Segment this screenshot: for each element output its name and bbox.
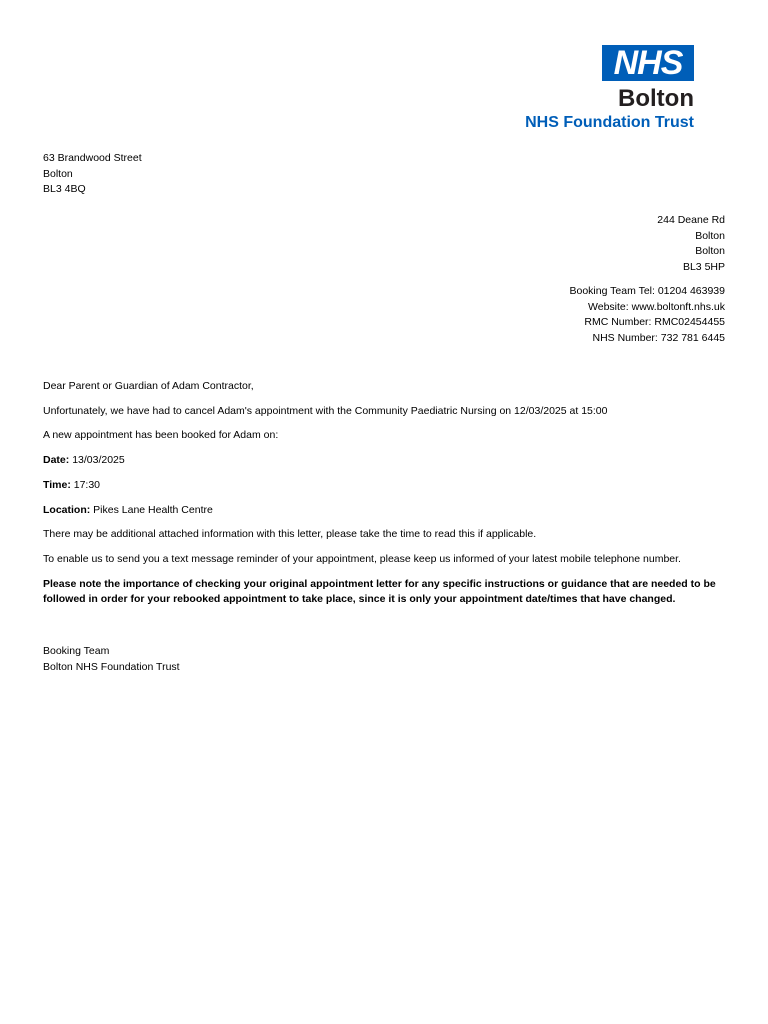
date-value: 13/03/2025 [72,454,125,467]
important-notice: Please note the importance of checking your original appointment letter for any specific instructions or guidance that are needed to be followed in order for your rebooked appointment to take place, since it is only your appointment date/times that have changed. [43,577,716,605]
appointment-date [43,453,723,468]
signoff [43,644,180,675]
website: Website: www.boltonft.nhs.uk [588,300,725,313]
trust-name: NHS Foundation Trust [525,114,694,131]
sms-note: To enable us to send you a text message reminder of your appointment, please keep us informed of your latest mobile telephone number. [43,552,681,565]
sender-address [657,213,725,275]
new-booking-text: A new appointment has been booked for Adam on: [43,429,279,442]
appointment-time [43,478,723,493]
time-value: 17:30 [73,478,101,491]
signoff-trust: Bolton NHS Foundation Trust [43,660,180,673]
address-line: 244 Deane Rd [657,214,725,226]
address-line: BL3 4BQ [43,183,86,195]
address-line: Bolton [695,229,725,242]
signoff-team: Booking Team [43,645,110,657]
appointment-location [43,503,723,518]
address-line: Bolton [43,167,73,180]
address-line: BL3 5HP [682,260,725,273]
nhs-logo-box [602,45,694,81]
location-value: Pikes Lane Health Centre [93,503,213,516]
recipient-address [43,151,142,198]
attachments-note: There may be additional attached information with this letter, please take the time to read this if applicable. [43,528,537,541]
greeting: Dear Parent or Guardian of Adam Contractor, [43,380,254,392]
location-label: Location: [43,503,91,516]
contact-details [570,284,726,346]
address-line: Bolton [695,245,725,257]
nhs-number: NHS Number: 732 781 6445 [592,331,725,344]
booking-tel: Booking Team Tel: 01204 463939 [569,285,725,297]
time-label: Time: [43,478,71,491]
nhs-logo-text: NHS [613,44,683,82]
address-line: 63 Brandwood Street [43,152,142,164]
organisation-name: Bolton [618,85,694,112]
rmc-number: RMC Number: RMC02454455 [584,316,725,328]
letter-body [43,379,723,617]
cancellation-text: Unfortunately, we have had to cancel Adam's appointment with the Community Paediatric Nursing on 12/03/2025 at 15:00 [43,404,608,417]
date-label: Date: [43,454,70,467]
